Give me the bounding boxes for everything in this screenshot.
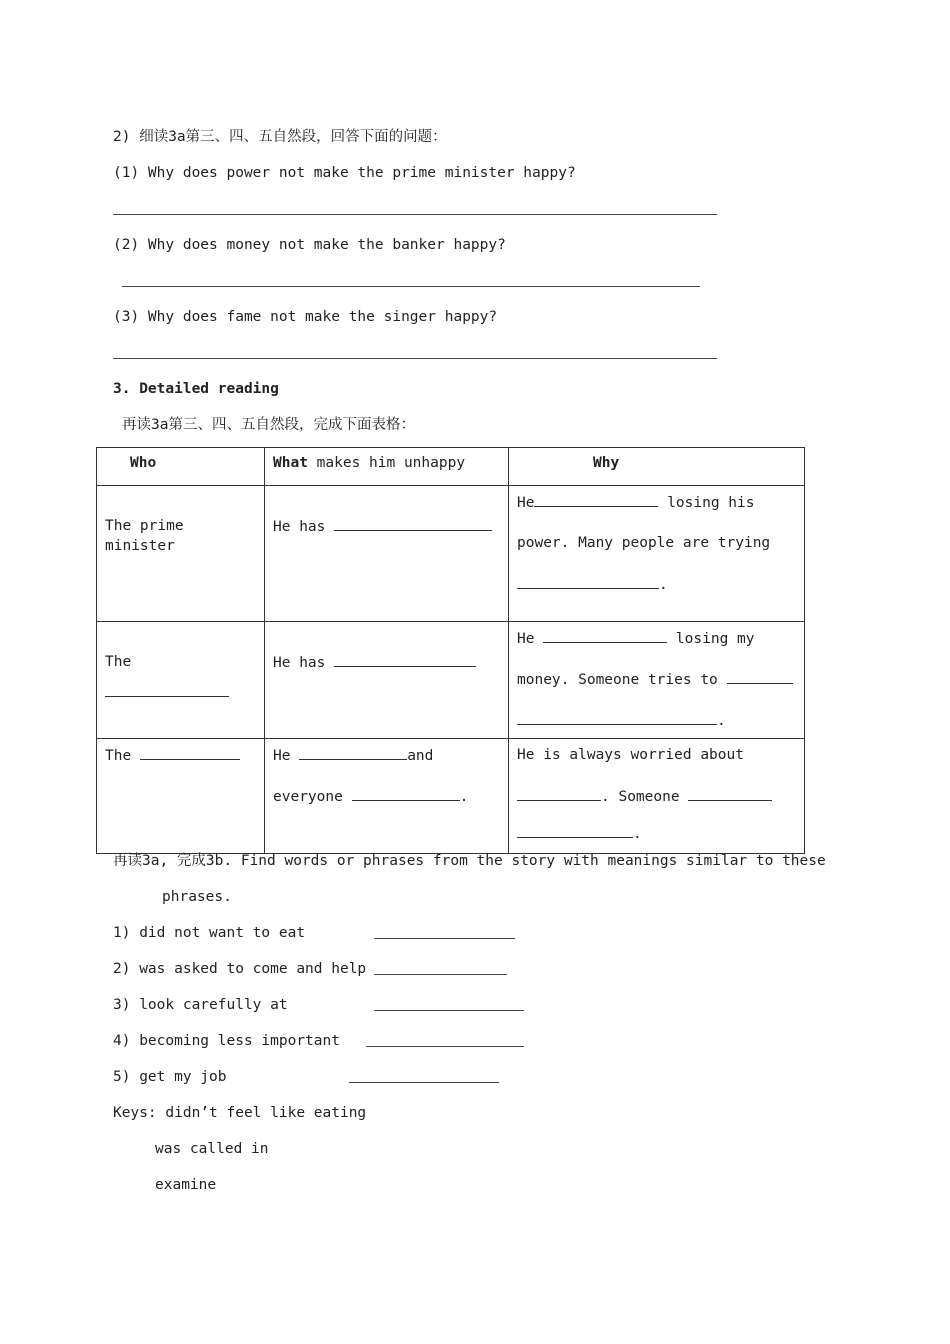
list-item: 1) did not want to eat <box>113 925 306 941</box>
row3-who: The <box>97 739 265 854</box>
section2-heading: 2) 细读3a第三、四、五自然段，回答下面的问题： <box>113 129 447 145</box>
blank[interactable] <box>517 786 601 801</box>
answer-line-2[interactable] <box>122 286 700 287</box>
table-row <box>97 622 805 739</box>
blank[interactable] <box>299 745 407 760</box>
answer-line[interactable] <box>374 938 515 939</box>
keys-label: Keys: didn’t feel like eating <box>113 1105 367 1121</box>
table-header-row <box>97 448 805 486</box>
answer-line[interactable] <box>374 1010 524 1011</box>
section3-title: 3. Detailed reading <box>113 381 279 397</box>
header-what: What makes him unhappy <box>265 448 509 486</box>
blank[interactable] <box>543 628 667 643</box>
blank[interactable] <box>105 682 229 697</box>
blank[interactable] <box>517 574 659 589</box>
question-1: (1) Why does power not make the prime minister happy? <box>113 165 576 181</box>
list-item: 5) get my job <box>113 1069 227 1085</box>
answer-line-3[interactable] <box>113 358 717 359</box>
row2-who: The <box>97 622 265 739</box>
answer-line[interactable] <box>349 1082 499 1083</box>
table-row <box>97 486 805 622</box>
header-who: Who <box>97 448 265 486</box>
row3-what: He and everyone . <box>265 739 509 854</box>
question-3: (3) Why does fame not make the singer happy? <box>113 309 498 325</box>
list-item: 3) look carefully at <box>113 997 288 1013</box>
blank[interactable] <box>534 492 658 507</box>
key-answer: was called in <box>155 1141 269 1157</box>
row1-why: He losing his power. Many people are trying . <box>509 486 805 622</box>
section3-instruction: 再读3a第三、四、五自然段，完成下面表格： <box>122 417 415 433</box>
row1-what: He has <box>265 486 509 622</box>
exercise-3b-intro-cont: phrases. <box>162 889 232 905</box>
row2-why: He losing my money. Someone tries to . <box>509 622 805 739</box>
key-answer: examine <box>155 1177 217 1193</box>
blank[interactable] <box>334 516 492 531</box>
question-2: (2) Why does money not make the banker happy? <box>113 237 506 253</box>
row1-who: The prime minister <box>97 486 265 622</box>
row2-what: He has <box>265 622 509 739</box>
list-item: 4) becoming less important <box>113 1033 340 1049</box>
table-row <box>97 739 805 854</box>
blank[interactable] <box>352 786 460 801</box>
exercise-3b-intro: 再读3a, 完成3b. Find words or phrases from the story with meanings similar to these <box>113 853 826 869</box>
blank[interactable] <box>140 745 240 760</box>
answer-line-1[interactable] <box>113 214 717 215</box>
row3-why: He is always worried about . Someone . <box>509 739 805 854</box>
blank[interactable] <box>517 823 633 838</box>
blank[interactable] <box>688 786 772 801</box>
reading-table <box>96 447 805 854</box>
header-why: Why <box>509 448 805 486</box>
answer-line[interactable] <box>374 974 507 975</box>
answer-line[interactable] <box>366 1046 524 1047</box>
blank[interactable] <box>334 652 476 667</box>
list-item: 2) was asked to come and help <box>113 961 367 977</box>
blank[interactable] <box>517 710 717 725</box>
blank[interactable] <box>727 669 793 684</box>
